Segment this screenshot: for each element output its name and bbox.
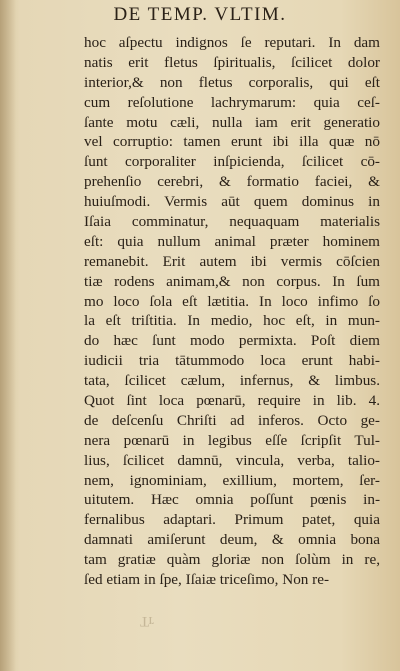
text-line: lius, ſcilicet damnū, vincula, verba, talio-: [84, 451, 380, 469]
text-line: Iſaia comminatur, nequaquam materialis: [84, 213, 380, 231]
text-line: prehenſio cerebri, & formatio faciei, &: [84, 173, 380, 191]
text-line: uitutem. Hæc omnia poſſunt pœnis in-: [84, 491, 380, 509]
text-line: Quot ſint loca pœnarū, require in lib. 4.: [84, 392, 380, 410]
text-line: mo loco ſola eſt lætitia. In loco infimo ſo: [84, 292, 380, 310]
text-line: ſed etiam in ſpe, Iſaiæ triceſimo, Non re-: [84, 571, 330, 589]
text-line: cum reſolutione lachrymarum: quia ceſ-: [84, 93, 380, 111]
text-line: natis erit fletus ſpiritualis, ſcilicet dolor: [84, 53, 380, 71]
body-text: [84, 33, 380, 590]
text-line: la eſt triſtitia. In medio, hoc eſt, in mun-: [84, 312, 380, 330]
text-line: de deſcenſu Chriſti ad inferos. Octo ge-: [84, 411, 380, 429]
text-line: do hæc ſunt modo permixta. Poſt diem: [84, 332, 380, 350]
text-line: ſante motu cæli, nulla iam erit generatio: [84, 113, 380, 131]
text-line: huiuſmodi. Vermis aūt quem dominus in: [84, 193, 380, 211]
gutter-shadow: [0, 0, 16, 671]
text-line: damnati amiſerunt deum, & omnia bona: [84, 531, 380, 549]
text-line: tam gratiæ quàm gloriæ non ſolùm in re,: [84, 551, 380, 569]
text-line: fernalibus adaptari. Primum patet, quia: [84, 511, 380, 529]
text-line: nem, ignominiam, exillium, mortem, ſer-: [84, 471, 380, 489]
text-line: tiæ rodens animam,& non corpus. In ſum: [84, 272, 380, 290]
text-line: hoc aſpectu indignos ſe reputari. In dam: [84, 34, 380, 51]
text-line: tata, ſcilicet cælum, infernus, & limbus.: [84, 372, 380, 390]
text-line: remanebit. Erit autem ibi vermis cōſcien: [84, 252, 380, 270]
text-line: iudicii tria tātummodo loca erunt habi-: [84, 352, 380, 370]
text-line: vel corruptio: tamen erunt ibi illa quæ nō: [84, 133, 380, 151]
text-line: ſunt corporaliter inſpicienda, ſcilicet cō-: [84, 153, 380, 171]
bleed-through-text: Tr: [140, 613, 154, 629]
text-line: nera pœnarū in legibus eſſe ſcripſit Tul-: [84, 431, 380, 449]
running-head: DE TEMP. VLTIM.: [113, 4, 287, 25]
text-line: interior,& non fletus corporalis, qui eſt: [84, 73, 380, 91]
text-line: eſt: quia nullum animal præter hominem: [84, 232, 380, 250]
